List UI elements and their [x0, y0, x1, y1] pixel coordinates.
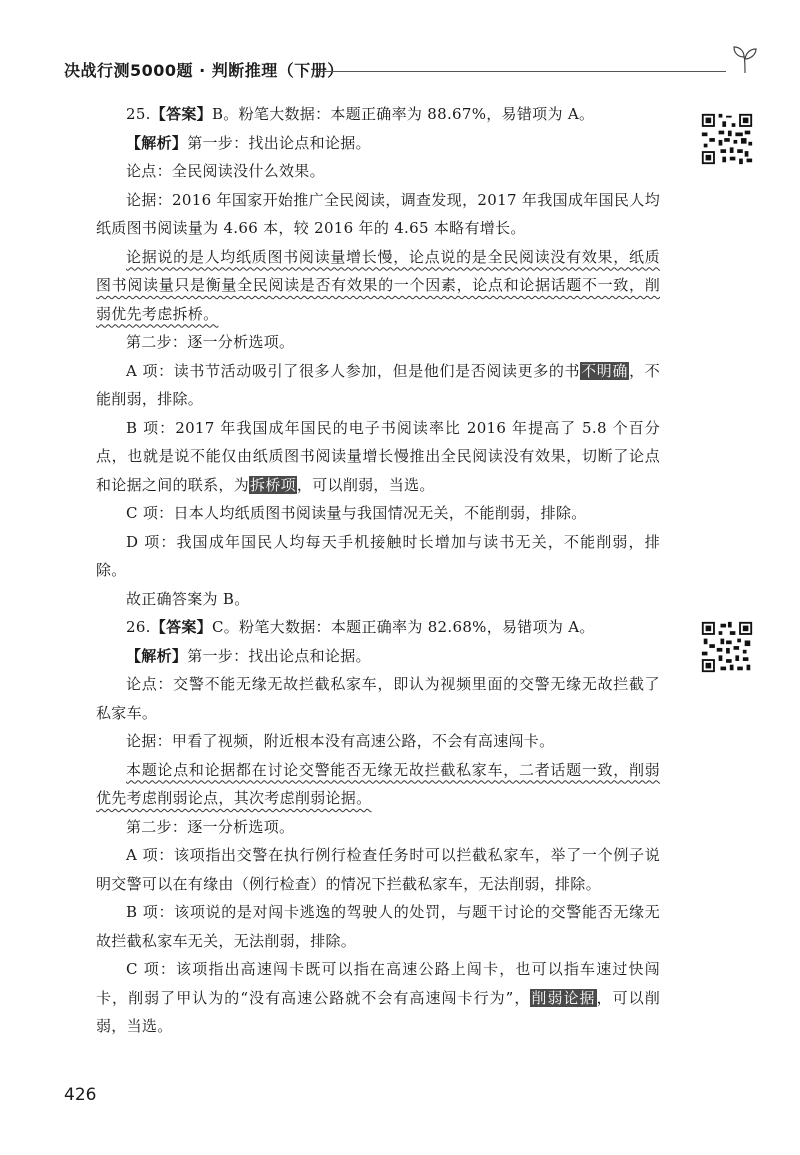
highlight-weaken-evidence: 削弱论据: [531, 988, 596, 1007]
q26-option-a: A 项：该项指出交警在执行例行检查任务时可以拦截私家车，举了一个例子说明交警可以在有缘由（例行检查）的情况下拦截私家车，无法削弱，排除。: [96, 846, 660, 893]
book-title: 决战行测5000题 · 判断推理（下册）: [64, 61, 344, 80]
q25-analysis-line: 【解析】第一步：找出论点和论据。: [126, 133, 371, 152]
q25-option-b: B 项：2017 年我国成年国民的电子书阅读率比 2016 年提高了 5.8 个百分点，也就是说不能仅由纸质图书阅读量增长慢推出全民阅读没有效果，切断了论点和论据之间的联系，为拆桥项，可以削弱，当选。: [96, 418, 660, 494]
page-number: 426: [64, 1085, 97, 1105]
highlight-unclear: 不明确: [581, 361, 629, 380]
q26-argument: 论点：交警不能无缘无故拦截私家车，即认为视频里面的交警无缘无故拦截了私家车。: [96, 675, 660, 722]
page-body: [96, 100, 660, 1041]
q25-option-d: D 项：我国成年国民人均每天手机接触时长增加与读书无关，不能削弱，排除。: [96, 532, 660, 579]
q26-option-c: C 项：该项指出高速闯卡既可以指在高速公路上闯卡，也可以指车速过快闯卡，削弱了甲认为的“没有高速公路就不会有高速闯卡行为”，削弱论据，可以削弱，当选。: [96, 960, 660, 1035]
q25-option-c: C 项：日本人均纸质图书阅读量与我国情况无关，不能削弱，排除。: [126, 504, 587, 522]
header-rule: [316, 71, 726, 72]
q26-evidence: 论据：甲看了视频，附近根本没有高速公路，不会有高速闯卡。: [126, 732, 555, 750]
q26-step2: 第二步：逐一分析选项。: [126, 817, 295, 836]
q25-step2: 第二步：逐一分析选项。: [126, 333, 295, 351]
qr-code-icon-q25[interactable]: [700, 112, 754, 166]
leaf-icon: [732, 44, 758, 74]
q25-option-a: A 项：读书节活动吸引了很多人参加，但是他们是否阅读更多的书不明确，不能削弱，排除。: [96, 361, 660, 408]
q25-final: 故正确答案为 B。: [126, 589, 250, 608]
q26-note: 本题论点和论据都在讨论交警能否无缘无故拦截私家车，二者话题一致，削弱优先考虑削弱论点，其次考虑削弱论据。: [96, 760, 660, 807]
q26-answer-line: 26.【答案】C。粉笔大数据：本题正确率为 82.68%，易错项为 A。: [126, 618, 595, 636]
qr-code-icon-q26[interactable]: [700, 620, 754, 674]
q25-answer-line: 25.【答案】B。粉笔大数据：本题正确率为 88.67%，易错项为 A。: [126, 105, 595, 123]
highlight-bridge: 拆桥项: [250, 475, 296, 494]
q26-analysis-line: 【解析】第一步：找出论点和论据。: [126, 646, 371, 665]
q25-evidence: 论据：2016 年国家开始推广全民阅读，调查发现，2017 年我国成年国民人均纸质图书阅读量为 4.66 本，较 2016 年的 4.65 本略有增长。: [96, 190, 660, 237]
q26-option-b: B 项：该项说的是对闯卡逃逸的驾驶人的处罚，与题干讨论的交警能否无缘无故拦截私家车无关，无法削弱，排除。: [96, 903, 660, 950]
q25-argument: 论点：全民阅读没什么效果。: [126, 162, 325, 180]
q25-note: 论据说的是人均纸质图书阅读量增长慢，论点说的是全民阅读没有效果，纸质图书阅读量只是衡量全民阅读是否有效果的一个因素，论点和论据话题不一致，削弱优先考虑拆桥。: [96, 247, 660, 323]
running-header: [64, 58, 764, 82]
